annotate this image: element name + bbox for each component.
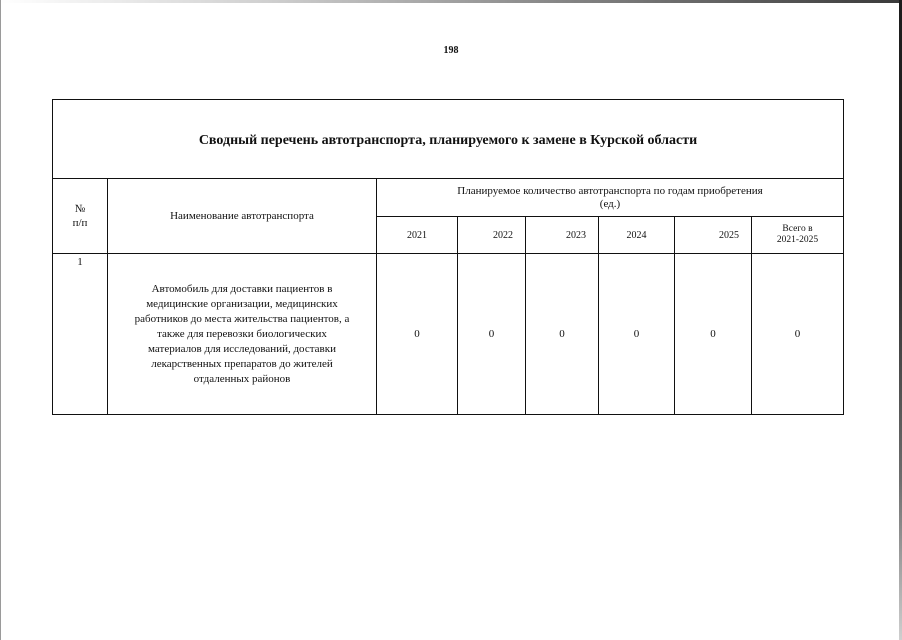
row-vehicle-name-line: Автомобиль для доставки пациентов в bbox=[151, 282, 333, 295]
value-2022: 0 bbox=[458, 254, 526, 415]
transport-table bbox=[52, 99, 844, 415]
year-header-2023: 2023 bbox=[526, 217, 599, 254]
value-total: 0 bbox=[752, 254, 844, 415]
row-vehicle-name-line: материалов для исследований, доставки bbox=[148, 342, 336, 355]
row-vehicle-name-line: также для перевозки биологических bbox=[157, 327, 327, 340]
table-row bbox=[53, 254, 844, 415]
year-header-2022: 2022 bbox=[458, 217, 526, 254]
name-header: Наименование автотранспорта bbox=[108, 179, 377, 254]
planned-header-line1: Планируемое количество автотранспорта по годам приобретения bbox=[457, 184, 763, 197]
value-2021: 0 bbox=[377, 254, 458, 415]
value-2025: 0 bbox=[675, 254, 752, 415]
row-number: 1 bbox=[53, 254, 108, 415]
total-header-line1: Всего в bbox=[782, 224, 813, 234]
row-vehicle-name bbox=[108, 254, 377, 415]
number-header bbox=[53, 179, 108, 254]
total-header bbox=[752, 217, 844, 254]
row-vehicle-name-line: лекарственных препаратов до жителей bbox=[151, 357, 333, 370]
value-2023: 0 bbox=[526, 254, 599, 415]
year-header-2021: 2021 bbox=[377, 217, 458, 254]
value-2024: 0 bbox=[599, 254, 675, 415]
scan-edge-top bbox=[0, 0, 902, 3]
total-header-line2: 2021-2025 bbox=[776, 235, 819, 245]
scan-edge-left bbox=[0, 0, 1, 640]
planned-header-line2: (ед.) bbox=[599, 197, 621, 210]
number-header-line1: № bbox=[74, 203, 86, 215]
page-number: 198 bbox=[443, 45, 459, 56]
row-vehicle-name-line: медицинские организации, медицинских bbox=[146, 297, 338, 310]
row-vehicle-name-line: работников до места жительства пациентов, а bbox=[134, 312, 350, 325]
title-row bbox=[53, 100, 844, 179]
planned-header bbox=[377, 179, 844, 217]
row-vehicle-name-line: отдаленных районов bbox=[193, 372, 291, 385]
year-header-2025: 2025 bbox=[675, 217, 752, 254]
number-header-line2: п/п bbox=[72, 217, 88, 229]
year-header-2024: 2024 bbox=[599, 217, 675, 254]
table-title: Сводный перечень автотранспорта, планируемого к замене в Курской области bbox=[53, 100, 844, 179]
header-row-1 bbox=[53, 179, 844, 217]
